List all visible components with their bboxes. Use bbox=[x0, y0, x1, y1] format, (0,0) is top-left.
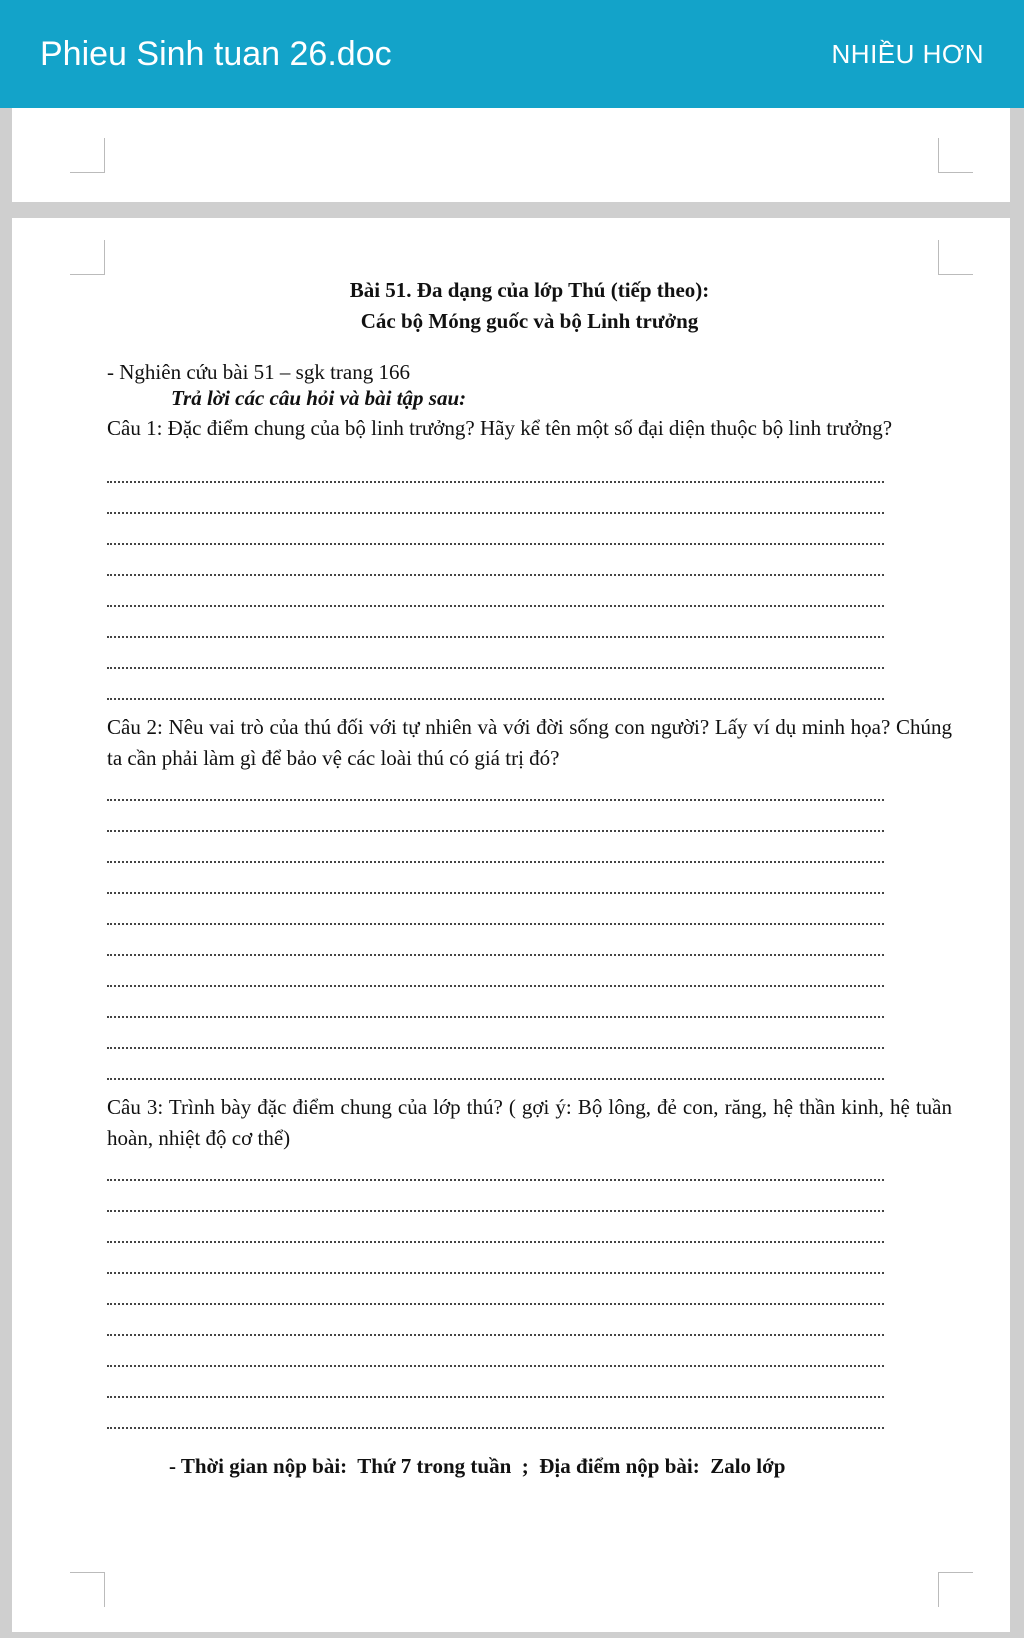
answer-line bbox=[107, 1336, 884, 1367]
answer-line bbox=[107, 1181, 884, 1212]
reference-line: - Nghiên cứu bài 51 – sgk trang 166 bbox=[107, 360, 410, 384]
answer-line bbox=[107, 1367, 884, 1398]
lesson-subtitle: Các bộ Móng guốc và bộ Linh trưởng bbox=[360, 309, 699, 333]
answer-line bbox=[107, 987, 884, 1018]
document-body bbox=[107, 275, 952, 1481]
question-1: Câu 1: Đặc điểm chung của bộ linh trưởng? Hãy kể tên một số đại diện thuộc bộ linh trưởng? bbox=[107, 416, 893, 440]
answer-line bbox=[107, 770, 884, 801]
answer-line bbox=[107, 1150, 884, 1181]
crop-mark bbox=[70, 1572, 105, 1607]
question-2: Câu 2: Nêu vai trò của thú đối với tự nhiên và với đời sống con người? Lấy ví dụ minh họa? Chúng ta cần phải làm gì để bảo vệ các loài thú có giá trị đó? bbox=[107, 715, 952, 770]
answer-line bbox=[107, 1212, 884, 1243]
lesson-heading bbox=[107, 275, 952, 337]
submission-info bbox=[107, 1451, 952, 1481]
question-3: Câu 3: Trình bày đặc điểm chung của lớp thú? ( gợi ý: Bộ lông, đẻ con, răng, hệ thần kinh, hệ tuần hoàn, nhiệt độ cơ thể) bbox=[107, 1095, 952, 1150]
answer-line bbox=[107, 545, 884, 576]
answer-line bbox=[107, 483, 884, 514]
answer-line bbox=[107, 638, 884, 669]
more-menu-button[interactable]: NHIỀU HƠN bbox=[831, 39, 984, 69]
answer-line bbox=[107, 1049, 884, 1080]
answer-line bbox=[107, 1274, 884, 1305]
answer-line bbox=[107, 863, 884, 894]
app-bar bbox=[0, 0, 1024, 108]
answer-line bbox=[107, 894, 884, 925]
crop-mark bbox=[938, 240, 973, 275]
answer-line bbox=[107, 1018, 884, 1049]
answer-line bbox=[107, 801, 884, 832]
current-page[interactable] bbox=[12, 218, 1010, 1632]
answer-area bbox=[107, 770, 952, 1080]
previous-page[interactable] bbox=[12, 108, 1010, 202]
crop-mark bbox=[70, 138, 105, 173]
crop-mark bbox=[938, 1572, 973, 1607]
answer-area bbox=[107, 1150, 952, 1429]
answer-line bbox=[107, 607, 884, 638]
lesson-title: Bài 51. Đa dạng của lớp Thú (tiếp theo): bbox=[349, 278, 710, 302]
answer-line bbox=[107, 1305, 884, 1336]
answer-line bbox=[107, 576, 884, 607]
answer-line bbox=[107, 1243, 884, 1274]
document-title: Phieu Sinh tuan 26.doc bbox=[40, 35, 392, 73]
crop-mark bbox=[938, 138, 973, 173]
answer-area bbox=[107, 452, 952, 700]
crop-mark bbox=[70, 240, 105, 275]
answer-line bbox=[107, 669, 884, 700]
submission-text: - Thời gian nộp bài: Thứ 7 trong tuần ; Địa điểm nộp bài: Zalo lớp bbox=[169, 1454, 786, 1478]
answer-line bbox=[107, 452, 884, 483]
answer-line bbox=[107, 1398, 884, 1429]
answer-line bbox=[107, 925, 884, 956]
instruction-line: Trả lời các câu hỏi và bài tập sau: bbox=[171, 386, 467, 410]
answer-line bbox=[107, 956, 884, 987]
answer-line bbox=[107, 514, 884, 545]
answer-line bbox=[107, 832, 884, 863]
